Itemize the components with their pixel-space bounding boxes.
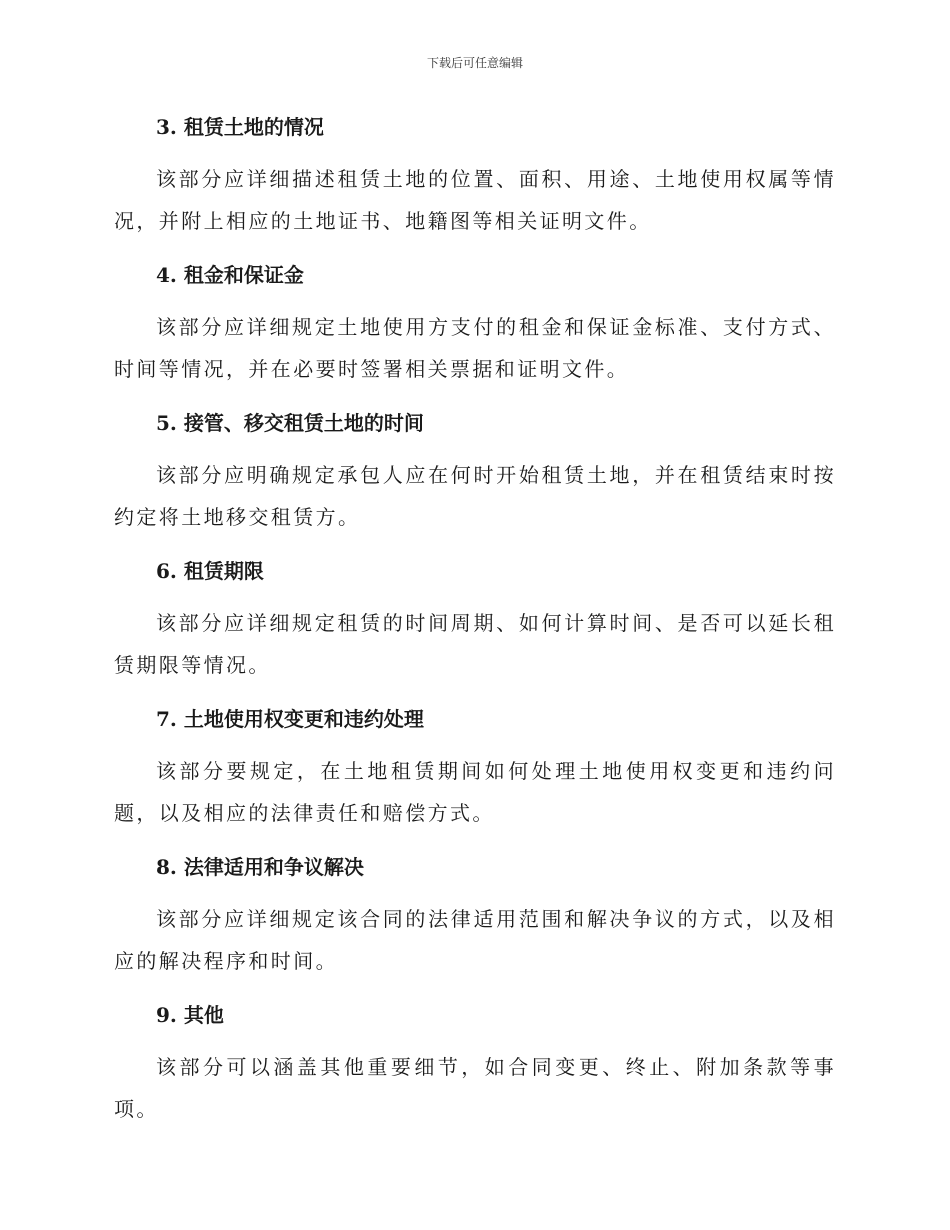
section-body: 该部分应详细规定该合同的法律适用范围和解决争议的方式，以及相应的解决程序和时间。 [114,907,836,973]
section-3 [114,112,836,242]
section-heading: 3. 租赁土地的情况 [156,115,324,139]
section-6 [114,556,836,686]
section-body: 该部分应详细规定租赁的时间周期、如何计算时间、是否可以延长租赁期限等情况。 [114,611,836,677]
section-9 [114,1000,836,1130]
section-7 [114,704,836,834]
document-content [114,112,836,1148]
section-body: 该部分应详细规定土地使用方支付的租金和保证金标准、支付方式、时间等情况，并在必要时签署相关票据和证明文件。 [114,315,836,381]
section-heading: 6. 租赁期限 [156,559,264,583]
section-body: 该部分应明确规定承包人应在何时开始租赁土地，并在租赁结束时按约定将土地移交租赁方。 [114,463,836,529]
section-body: 该部分可以涵盖其他重要细节，如合同变更、终止、附加条款等事项。 [114,1055,836,1121]
section-8 [114,852,836,982]
section-body: 该部分应详细描述租赁土地的位置、面积、用途、土地使用权属等情况，并附上相应的土地证书、地籍图等相关证明文件。 [114,167,836,233]
section-4 [114,260,836,390]
section-heading: 7. 土地使用权变更和违约处理 [156,707,424,731]
section-heading: 9. 其他 [156,1003,224,1027]
page-header: 下载后可任意编辑 [426,56,523,70]
section-5 [114,408,836,538]
section-heading: 8. 法律适用和争议解决 [156,855,364,879]
section-heading: 4. 租金和保证金 [156,263,304,287]
section-body: 该部分要规定，在土地租赁期间如何处理土地使用权变更和违约问题，以及相应的法律责任和赔偿方式。 [114,759,836,825]
section-heading: 5. 接管、移交租赁土地的时间 [156,411,424,435]
